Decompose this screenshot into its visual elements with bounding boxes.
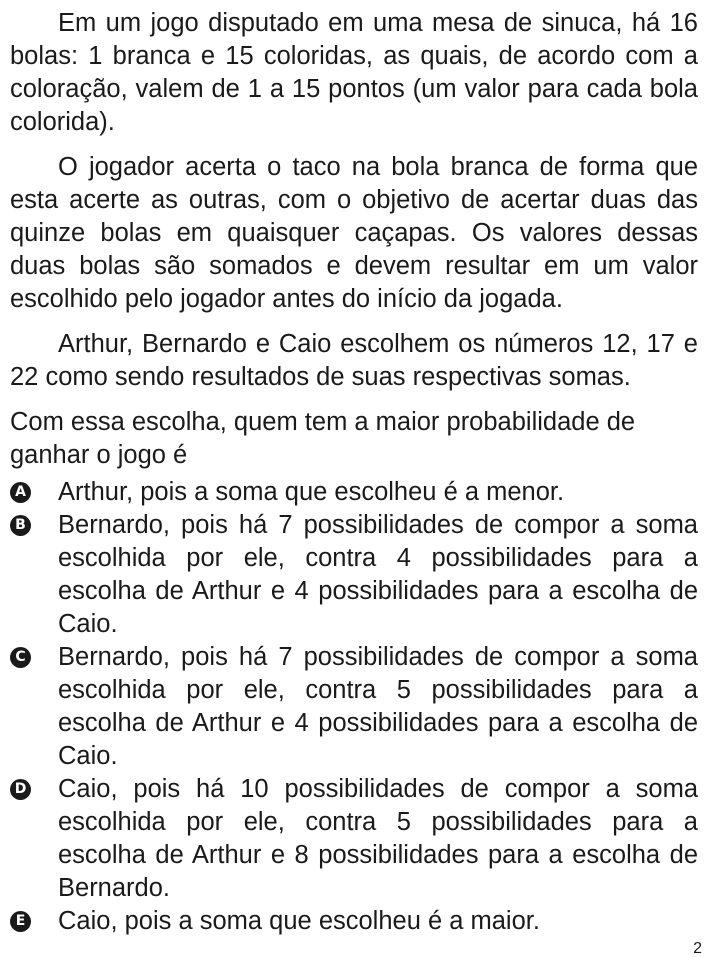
question-prompt: Com essa escolha, quem tem a maior probabilidade de ganhar o jogo é — [10, 408, 636, 469]
answer-option-e[interactable] — [10, 905, 698, 938]
option-text-e: Caio, pois a soma que escolheu é a maior. — [58, 907, 540, 935]
question-paragraph-1: Em um jogo disputado em uma mesa de sinuca, há 16 bolas: 1 branca e 15 coloridas, as quais, de acordo com a coloração, valem de 1 a 15 pontos (um valor para cada bola colorida). — [10, 9, 698, 136]
question-paragraph-3: Arthur, Bernardo e Caio escolhem os números 12, 17 e 22 como sendo resultados de suas respectivas somas. — [10, 330, 698, 391]
option-letter-a-icon: A — [10, 482, 31, 503]
option-text-a: Arthur, pois a soma que escolheu é a menor. — [58, 478, 565, 506]
question-document — [10, 7, 698, 938]
answer-option-d[interactable] — [10, 773, 698, 905]
answer-option-a[interactable] — [10, 476, 698, 509]
answer-option-b[interactable] — [10, 509, 698, 641]
question-paragraph-2: O jogador acerta o taco na bola branca de forma que esta acerte as outras, com o objetivo de acertar duas das quinze bolas em quaisquer caçapas. Os valores dessas duas bolas são somados e devem resultar em um valor escolhido pelo jogador antes do início da jogada. — [10, 153, 698, 313]
answer-option-c[interactable] — [10, 641, 698, 773]
answer-options — [10, 476, 698, 938]
option-text-b: Bernardo, pois há 7 possibilidades de compor a soma escolhida por ele, contra 4 possibilidades para a escolha de Arthur e 4 possibilidades para a escolha de Caio. — [58, 511, 698, 638]
page-number: 2 — [693, 940, 702, 957]
option-letter-d-icon: D — [10, 779, 31, 800]
option-letter-b-icon: B — [10, 515, 31, 536]
option-letter-c-icon: C — [10, 647, 31, 668]
option-text-d: Caio, pois há 10 possibilidades de compor a soma escolhida por ele, contra 5 possibilidades para a escolha de Arthur e 8 possibilidades para a escolha de Bernardo. — [58, 775, 698, 902]
option-text-c: Bernardo, pois há 7 possibilidades de compor a soma escolhida por ele, contra 5 possibilidades para a escolha de Arthur e 4 possibilidades para a escolha de Caio. — [58, 643, 698, 770]
option-letter-e-icon: E — [10, 911, 31, 932]
